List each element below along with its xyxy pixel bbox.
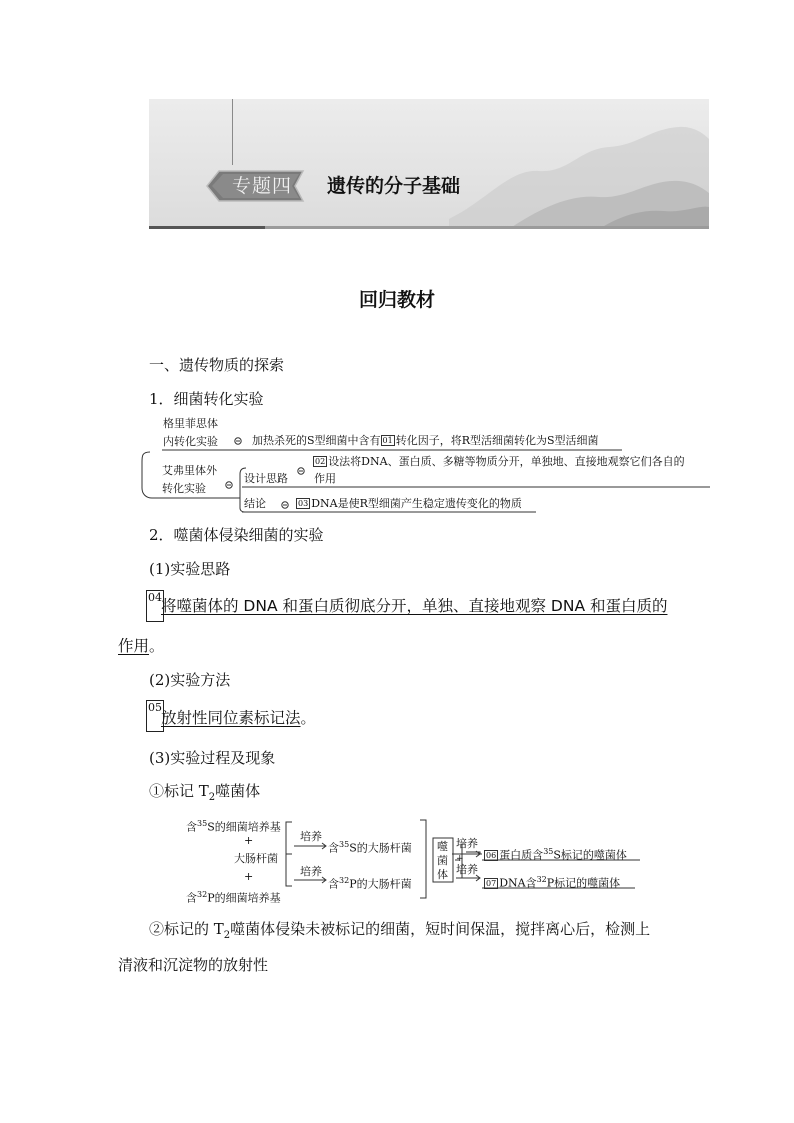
step-1: ①标记 $T_2$噬菌体: [149, 782, 261, 803]
design-text-2: 作用: [314, 472, 336, 485]
item-title-1: 1．细菌转化实验: [149, 390, 264, 408]
avery-label: 艾弗里体外: [162, 464, 217, 477]
ecoli-label: 大肠杆菌: [234, 852, 278, 865]
answer-04-line2: 作用。: [118, 637, 165, 655]
s35-medium: 含$^{35}$S的细菌培养基: [186, 819, 281, 834]
answer-badge-01: 01: [382, 436, 393, 445]
griffith-label: 格里菲思体: [163, 417, 218, 430]
design-label: 设计思路: [244, 472, 288, 485]
step-2: ②标记的 $T_2$噬菌体侵染未被标记的细菌，短时间保温，搅拌离心后，检测上: [149, 920, 651, 941]
question-number-05: 05: [146, 700, 164, 732]
phage-char-1: 噬: [437, 840, 448, 853]
chapter-tag: 专题四: [231, 175, 292, 197]
avery-label-2: 转化实验: [162, 482, 206, 495]
phage-labeling-diagram: [180, 812, 660, 908]
answer-badge-02: 02: [315, 457, 326, 466]
subsection-1: (1)实验思路: [149, 560, 231, 578]
answer-05: 放射性同位素标记法。: [161, 709, 316, 727]
conclusion-text: 03 DNA是使R型细菌产生稳定遗传变化的物质: [298, 497, 522, 510]
design-text: 02 设法将DNA、蛋白质、多糖等物质分开，单独地、直接地观察它们各自的: [315, 455, 685, 468]
section-title: 一、遗传物质的探索: [149, 356, 285, 374]
answer-badge-03: 03: [298, 499, 309, 508]
landscape-decoration: [449, 109, 709, 229]
culture-label-3: 培养: [456, 837, 478, 850]
culture-label-1: 培养: [300, 830, 322, 843]
banner-bottom-accent: [149, 226, 265, 229]
answer-badge-07: 07: [486, 878, 497, 888]
page-heading: 回归教材: [358, 289, 435, 311]
chapter-banner: [149, 99, 709, 229]
result-protein: 06 蛋白质含$^{35}$S标记的噬菌体: [486, 847, 627, 862]
plus-sign-2: +: [244, 870, 254, 883]
culture-label-4: 培养: [456, 863, 478, 876]
p32-medium: 含$^{32}$P的细菌培养基: [186, 890, 281, 905]
banner-vertical-line: [232, 99, 233, 165]
p32-ecoli: 含$^{32}$P的大肠杆菌: [328, 876, 412, 891]
s35-ecoli: 含$^{35}$S的大肠杆菌: [328, 840, 412, 855]
question-number-04: 04: [146, 590, 164, 622]
phage-char-2: 菌: [437, 854, 448, 867]
plus-sign: +: [244, 834, 254, 847]
answer-04-line1: 将噬菌体的 DNA 和蛋白质彻底分开，单独、直接地观察 DNA 和蛋白质的: [161, 597, 668, 615]
culture-label-2: 培养: [300, 865, 322, 878]
step-2-line2: 清液和沉淀物的放射性: [118, 956, 269, 974]
griffith-label-2: 内转化实验: [163, 435, 218, 448]
transformation-diagram: [140, 412, 720, 516]
plus-sign-3: +: [456, 854, 464, 864]
conclusion-label: 结论: [244, 497, 266, 510]
answer-badge-06: 06: [486, 850, 497, 860]
item-title-2: 2．噬菌体侵染细菌的实验: [149, 526, 324, 544]
phage-char-3: 体: [437, 868, 448, 881]
subsection-2: (2)实验方法: [149, 671, 231, 689]
subsection-3: (3)实验过程及现象: [149, 749, 276, 767]
result-dna: 07 DNA含$^{32}$P标记的噬菌体: [486, 875, 621, 890]
griffith-text: 加热杀死的S型细菌中含有 01 转化因子，将R型活细菌转化为S型活细菌: [252, 434, 599, 447]
chapter-title: 遗传的分子基础: [327, 175, 461, 197]
